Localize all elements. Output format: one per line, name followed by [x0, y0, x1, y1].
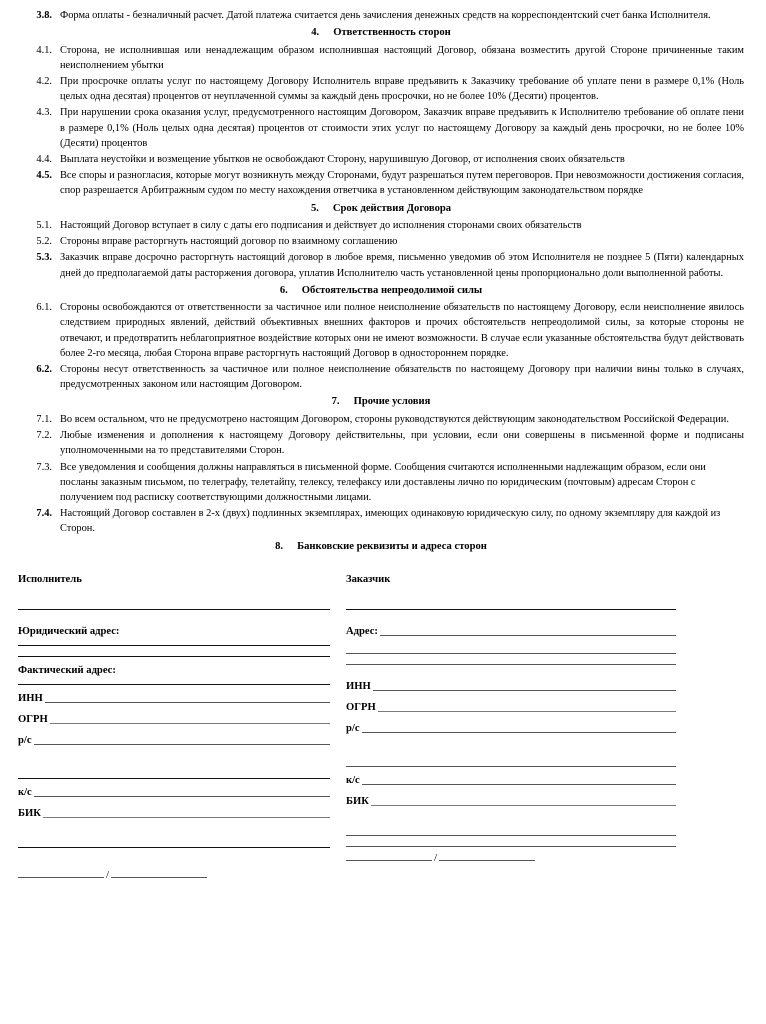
performer-bik-label: БИК: [18, 807, 41, 819]
clause-number: 4.3.: [36, 107, 52, 119]
clause-number: 4.1.: [36, 44, 52, 56]
performer-inn-label: ИНН: [18, 692, 43, 704]
customer-inn-line[interactable]: [373, 690, 676, 691]
clause-text: Все уведомления и сообщения должны направляться в письменной форме. Сообщения считаются исполненными надлежащим образом, если они посланы заказным письмом, по телеграфу, телетайпу, телексу, телефаксу или доставлены лично по юридическим (почтовым) адресам Сторон с получением под расписку соответствующими должностными лицами.: [60, 461, 706, 503]
performer-correspondent-account-line[interactable]: [34, 796, 330, 797]
clause-5-2: [18, 234, 744, 249]
customer-signature-name-slot[interactable]: [439, 860, 535, 861]
section-title: Срок действия Договора: [332, 202, 452, 214]
performer-ogrn-row: [18, 712, 330, 727]
clause-text: Стороны вправе расторгнуть настоящий договор по взаимному соглашению: [60, 236, 398, 248]
clause-7-2: [18, 428, 744, 458]
clause-text: Сторона, не исполнившая или ненадлежащим образом исполнившая настоящий Договор, обязана возместить другой Стороне причиненные таким неисполнением убытки: [60, 44, 744, 71]
customer-signature-transcript-row: [346, 853, 676, 864]
clause-7-1: [18, 412, 744, 427]
clause-number: 5.2.: [36, 236, 52, 248]
section-title: Ответственность сторон: [333, 27, 451, 39]
clause-number: 6.1.: [36, 302, 52, 314]
clause-text: При нарушении срока оказания услуг, предусмотренного настоящим Договором, Заказчик вправе предъявить к Исполнителю требование об оплате пени в размере 0,1% (Ноль целых одна десятая) процентов от стоимости этих услуг по настоящему Договору за каждый день просрочки, но не более 10% (Десяти) процентов: [60, 107, 744, 149]
clause-number: 5.3.: [36, 252, 52, 264]
clause-number: 7.1.: [36, 413, 52, 425]
clause-7-4: [18, 506, 744, 536]
clause-5-1: [18, 218, 744, 233]
section-number: 6.: [279, 284, 288, 296]
clause-4-3: [18, 105, 744, 151]
customer-settlement-account-label: р/с: [346, 722, 360, 734]
customer-party-label: Заказчик: [346, 573, 391, 585]
clause-text: Все споры и разногласия, которые могут возникнуть между Сторонами, будут разрешаться путем переговоров. При невозможности достижения согласия, спор разрешается Арбитражным судом по месту нахождения ответчика в установленном действующим законодательством порядке: [60, 170, 744, 197]
section-heading-other: [18, 394, 744, 409]
customer-correspondent-account-label: к/с: [346, 774, 360, 786]
clause-number: 6.2.: [36, 364, 52, 376]
performer-column: [18, 572, 340, 881]
performer-legal-address-label: Юридический адрес:: [18, 625, 120, 637]
clause-text: При просрочке оплаты услуг по настоящему Договору Исполнитель вправе предъявить к Заказчику требование об уплате пени в размере 0,1% (Ноль целых одна десятая) процентов от неуплаченной суммы за каждый день просрочки, но не более 10% (Десяти) процентов.: [60, 76, 744, 103]
customer-inn-label: ИНН: [346, 680, 371, 692]
customer-correspondent-account-row: [346, 773, 676, 788]
clause-number: 4.5.: [36, 170, 52, 182]
clause-number: 7.3.: [36, 461, 52, 473]
clause-3-8: [18, 8, 744, 23]
performer-signature-separator: /: [106, 868, 110, 881]
performer-ogrn-line[interactable]: [50, 723, 330, 724]
requisites-block: [18, 572, 744, 881]
customer-column: [346, 572, 676, 881]
clause-6-1: [18, 300, 744, 361]
section-number: 5.: [310, 202, 319, 214]
section-heading-term: [18, 201, 744, 216]
clause-text: Заказчик вправе досрочно расторгнуть настоящий договор в любое время, письменно уведомив об этом Исполнителя не позднее 5 (Пяти) календарных дней до предполагаемой даты расторжения договора, уплатив Исполнителю часть установленной цены пропорционально доли выполненной работы.: [60, 252, 744, 279]
clause-number: 4.2.: [36, 76, 52, 88]
customer-address-line-1[interactable]: [380, 635, 676, 636]
clause-text: Стороны несут ответственность за частичное или полное неисполнение обязательств по настоящему Договору при наличии вины только в случаях, предусмотренных законом или настоящим Договором.: [60, 364, 744, 391]
section-heading-requisites: [18, 539, 744, 554]
clause-4-4: [18, 152, 744, 167]
customer-bik-row: [346, 794, 676, 809]
clause-text: Любые изменения и дополнения к настоящему Договору действительны, при условии, если они совершены в письменной форме и подписаны уполномоченными на то представителями Сторон.: [60, 430, 744, 457]
section-heading-force-majeure: [18, 283, 744, 298]
clause-5-3: [18, 250, 744, 280]
section-number: 7.: [331, 396, 340, 408]
customer-correspondent-account-line[interactable]: [362, 784, 676, 785]
customer-signature-slot[interactable]: [346, 860, 432, 861]
section-title: Обстоятельства непреодолимой силы: [301, 284, 483, 296]
section-title: Банковские реквизиты и адреса сторон: [297, 540, 487, 552]
clause-text: Настоящий Договор составлен в 2-х (двух) подлинных экземплярах, имеющих одинаковую юридическую силу, по одному экземпляру для каждой из Сторон.: [60, 508, 721, 535]
performer-inn-row: [18, 691, 330, 706]
customer-ogrn-line[interactable]: [378, 711, 676, 712]
section-title: Прочие условия: [353, 396, 431, 408]
performer-actual-address-label: Фактический адрес:: [18, 664, 116, 676]
performer-bik-line[interactable]: [43, 817, 330, 818]
performer-signature-name-slot[interactable]: [111, 877, 207, 878]
section-number: 4.: [311, 27, 320, 39]
clause-number: 3.8.: [36, 10, 52, 21]
customer-ogrn-row: [346, 700, 676, 715]
customer-signature-separator: /: [434, 851, 438, 864]
customer-bik-line[interactable]: [371, 805, 676, 806]
clause-6-2: [18, 362, 744, 392]
performer-inn-line[interactable]: [45, 702, 330, 703]
performer-settlement-account-line[interactable]: [34, 744, 330, 745]
section-heading-responsibility: [18, 25, 744, 40]
customer-settlement-account-row: [346, 721, 676, 736]
customer-inn-row: [346, 679, 676, 694]
clause-4-5: [18, 168, 744, 198]
clause-number: 7.2.: [36, 430, 52, 442]
performer-correspondent-account-label: к/с: [18, 786, 32, 798]
clause-text: Стороны освобождаются от ответственности за частичное или полное неисполнение обязательств по настоящему Договору, если неисполнение явилось следствием природных явлений, действий объективных внешних факторов и прочих обстоятельств непреодолимой силы, за которые стороны не отвечают, и предотвратить неблагоприятное воздействие которых они не имеют возможности. В случае если указанные обстоятельства будут действовать более 2-го месяца, любая Сторона вправе расторгнуть настоящий Договор в одностороннем порядке.: [60, 302, 744, 359]
clause-7-3: [18, 460, 744, 506]
customer-address-label: Адрес:: [346, 625, 378, 637]
section-number: 8.: [275, 540, 284, 552]
performer-settlement-account-label: р/с: [18, 734, 32, 746]
clause-text: Форма оплаты - безналичный расчет. Датой платежа считается день зачисления денежных средств на корреспондентский счет банка Исполнителя.: [60, 10, 711, 21]
performer-ogrn-label: ОГРН: [18, 713, 48, 725]
customer-settlement-account-line[interactable]: [362, 732, 676, 733]
customer-address-row: [346, 624, 676, 639]
performer-bik-row: [18, 806, 330, 821]
customer-ogrn-label: ОГРН: [346, 701, 376, 713]
clause-text: Выплата неустойки и возмещение убытков не освобождают Сторону, нарушившую Договор, от исполнения своих обязательств: [60, 154, 625, 166]
clause-number: 5.1.: [36, 220, 52, 232]
clause-text: Настоящий Договор вступает в силу с даты его подписания и действует до исполнения сторонами своих обязательств: [60, 220, 582, 232]
clause-4-1: [18, 43, 744, 73]
performer-settlement-account-row: [18, 733, 330, 748]
clause-number: 7.4.: [36, 508, 52, 520]
clause-4-2: [18, 74, 744, 104]
customer-bik-label: БИК: [346, 795, 369, 807]
performer-party-label: Исполнитель: [18, 573, 82, 585]
clause-number: 4.4.: [36, 154, 52, 166]
performer-correspondent-account-row: [18, 785, 330, 800]
clause-text: Во всем остальном, что не предусмотрено настоящим Договором, стороны руководствуются действующим законодательством Российской Федерации.: [60, 413, 729, 425]
performer-signature-slot[interactable]: [18, 877, 104, 878]
performer-signature-transcript-row: [18, 870, 330, 881]
